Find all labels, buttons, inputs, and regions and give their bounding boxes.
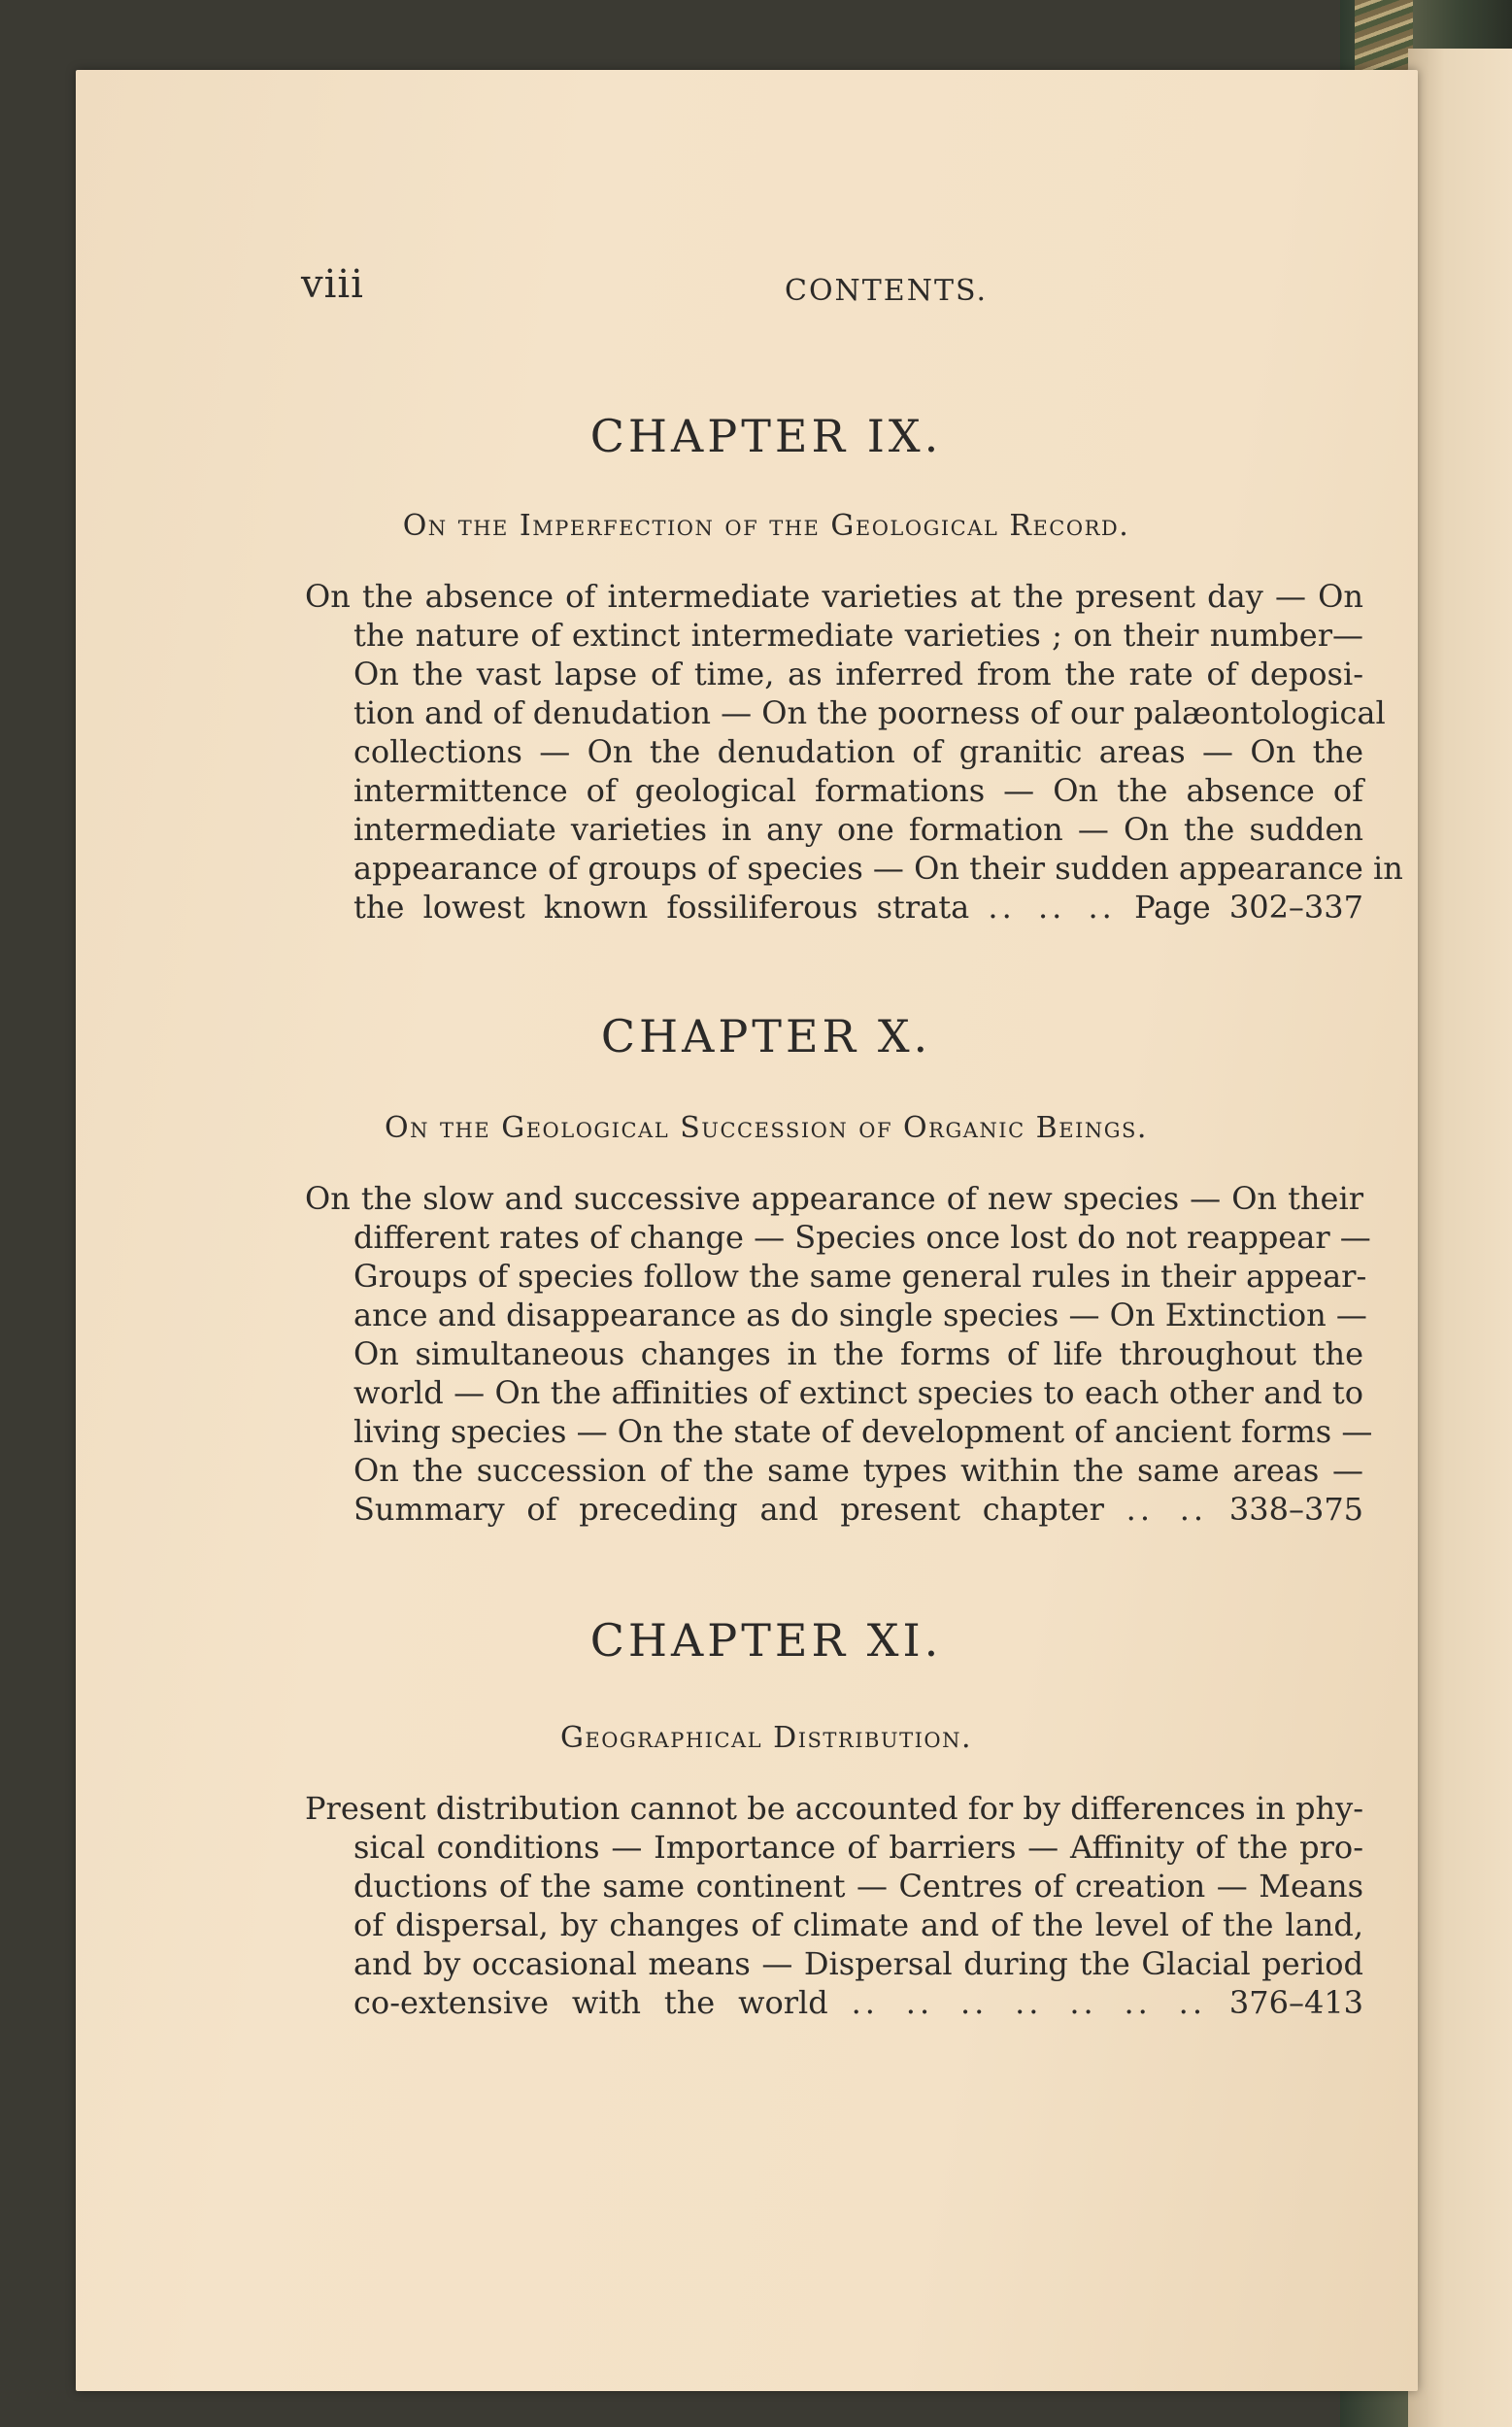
summary-line: collections — On the denudation of granitic areas — On the xyxy=(353,733,1363,770)
running-head: CONTENTS. xyxy=(785,274,988,308)
summary-line: intermittence of geological formations — On the absence of xyxy=(353,772,1363,809)
summary-line: and by occasional means — Dispersal during the Glacial period xyxy=(353,1945,1363,1982)
dot-leader: .. .. .. .. .. .. .. xyxy=(851,1984,1207,2021)
page-content xyxy=(76,70,1418,2391)
chapter-subtitle: On the Imperfection of the Geological Record. xyxy=(402,509,1130,543)
chapter-summary xyxy=(305,1179,1373,1529)
page-reference: Page 302–337 xyxy=(1134,889,1364,926)
chapter-heading: CHAPTER XI. xyxy=(589,1614,943,1667)
chapter-heading: CHAPTER X. xyxy=(600,1010,932,1062)
summary-line: world — On the affinities of extinct species to each other and to xyxy=(353,1374,1363,1411)
summary-line: tion and of denudation — On the poorness of our palæontological xyxy=(353,694,1386,731)
summary-line: sical conditions — Importance of barriers — Affinity of the pro- xyxy=(353,1829,1363,1866)
summary-line: co-extensive with the world xyxy=(353,1984,828,2021)
summary-line: the nature of extinct intermediate varieties ; on their number— xyxy=(353,617,1363,654)
summary-line: On the absence of intermediate varieties at the present day — On xyxy=(305,578,1363,615)
summary-line: appearance of groups of species — On their sudden appearance in xyxy=(353,850,1403,887)
summary-line: the lowest known fossiliferous strata xyxy=(353,889,970,926)
chapter-summary xyxy=(305,1789,1363,2022)
adjacent-page-edge xyxy=(1408,49,1512,2427)
summary-last-line xyxy=(305,1490,1363,1529)
page-reference: 376–413 xyxy=(1228,1984,1364,2021)
page-reference: 338–375 xyxy=(1228,1491,1364,1528)
summary-line: living species — On the state of development of ancient forms — xyxy=(353,1413,1373,1450)
summary-line: of dispersal, by changes of climate and of the level of the land, xyxy=(353,1906,1363,1943)
summary-line: different rates of change — Species once lost do not reappear — xyxy=(353,1219,1371,1256)
chapter-summary xyxy=(305,577,1403,927)
summary-line: On the succession of the same types within the same areas — xyxy=(353,1452,1363,1489)
dot-leader: .. .. xyxy=(1126,1491,1208,1528)
summary-line: On the slow and successive appearance of new species — On their xyxy=(305,1180,1363,1217)
summary-last-line xyxy=(305,1983,1363,2022)
summary-last-line xyxy=(305,888,1363,927)
summary-line: ance and disappearance as do single species — On Extinction — xyxy=(353,1297,1367,1333)
summary-line: Groups of species follow the same general rules in their appear- xyxy=(353,1258,1367,1295)
chapter-subtitle: On the Geological Succession of Organic Beings. xyxy=(385,1111,1148,1145)
summary-line: ductions of the same continent — Centres of creation — Means xyxy=(353,1868,1363,1905)
summary-line: On simultaneous changes in the forms of life throughout the xyxy=(353,1335,1363,1372)
chapter-heading: CHAPTER IX. xyxy=(589,410,943,462)
dot-leader: .. .. .. xyxy=(988,889,1116,926)
summary-line: Summary of preceding and present chapter xyxy=(353,1491,1104,1528)
chapter-subtitle: Geographical Distribution. xyxy=(559,1721,973,1755)
page-folio: viii xyxy=(301,262,364,307)
book-page xyxy=(76,70,1418,2391)
summary-line: Present distribution cannot be accounted for by differences in phy- xyxy=(305,1790,1363,1827)
summary-line: intermediate varieties in any one formation — On the sudden xyxy=(353,811,1363,848)
summary-line: On the vast lapse of time, as inferred from the rate of deposi- xyxy=(353,656,1363,692)
